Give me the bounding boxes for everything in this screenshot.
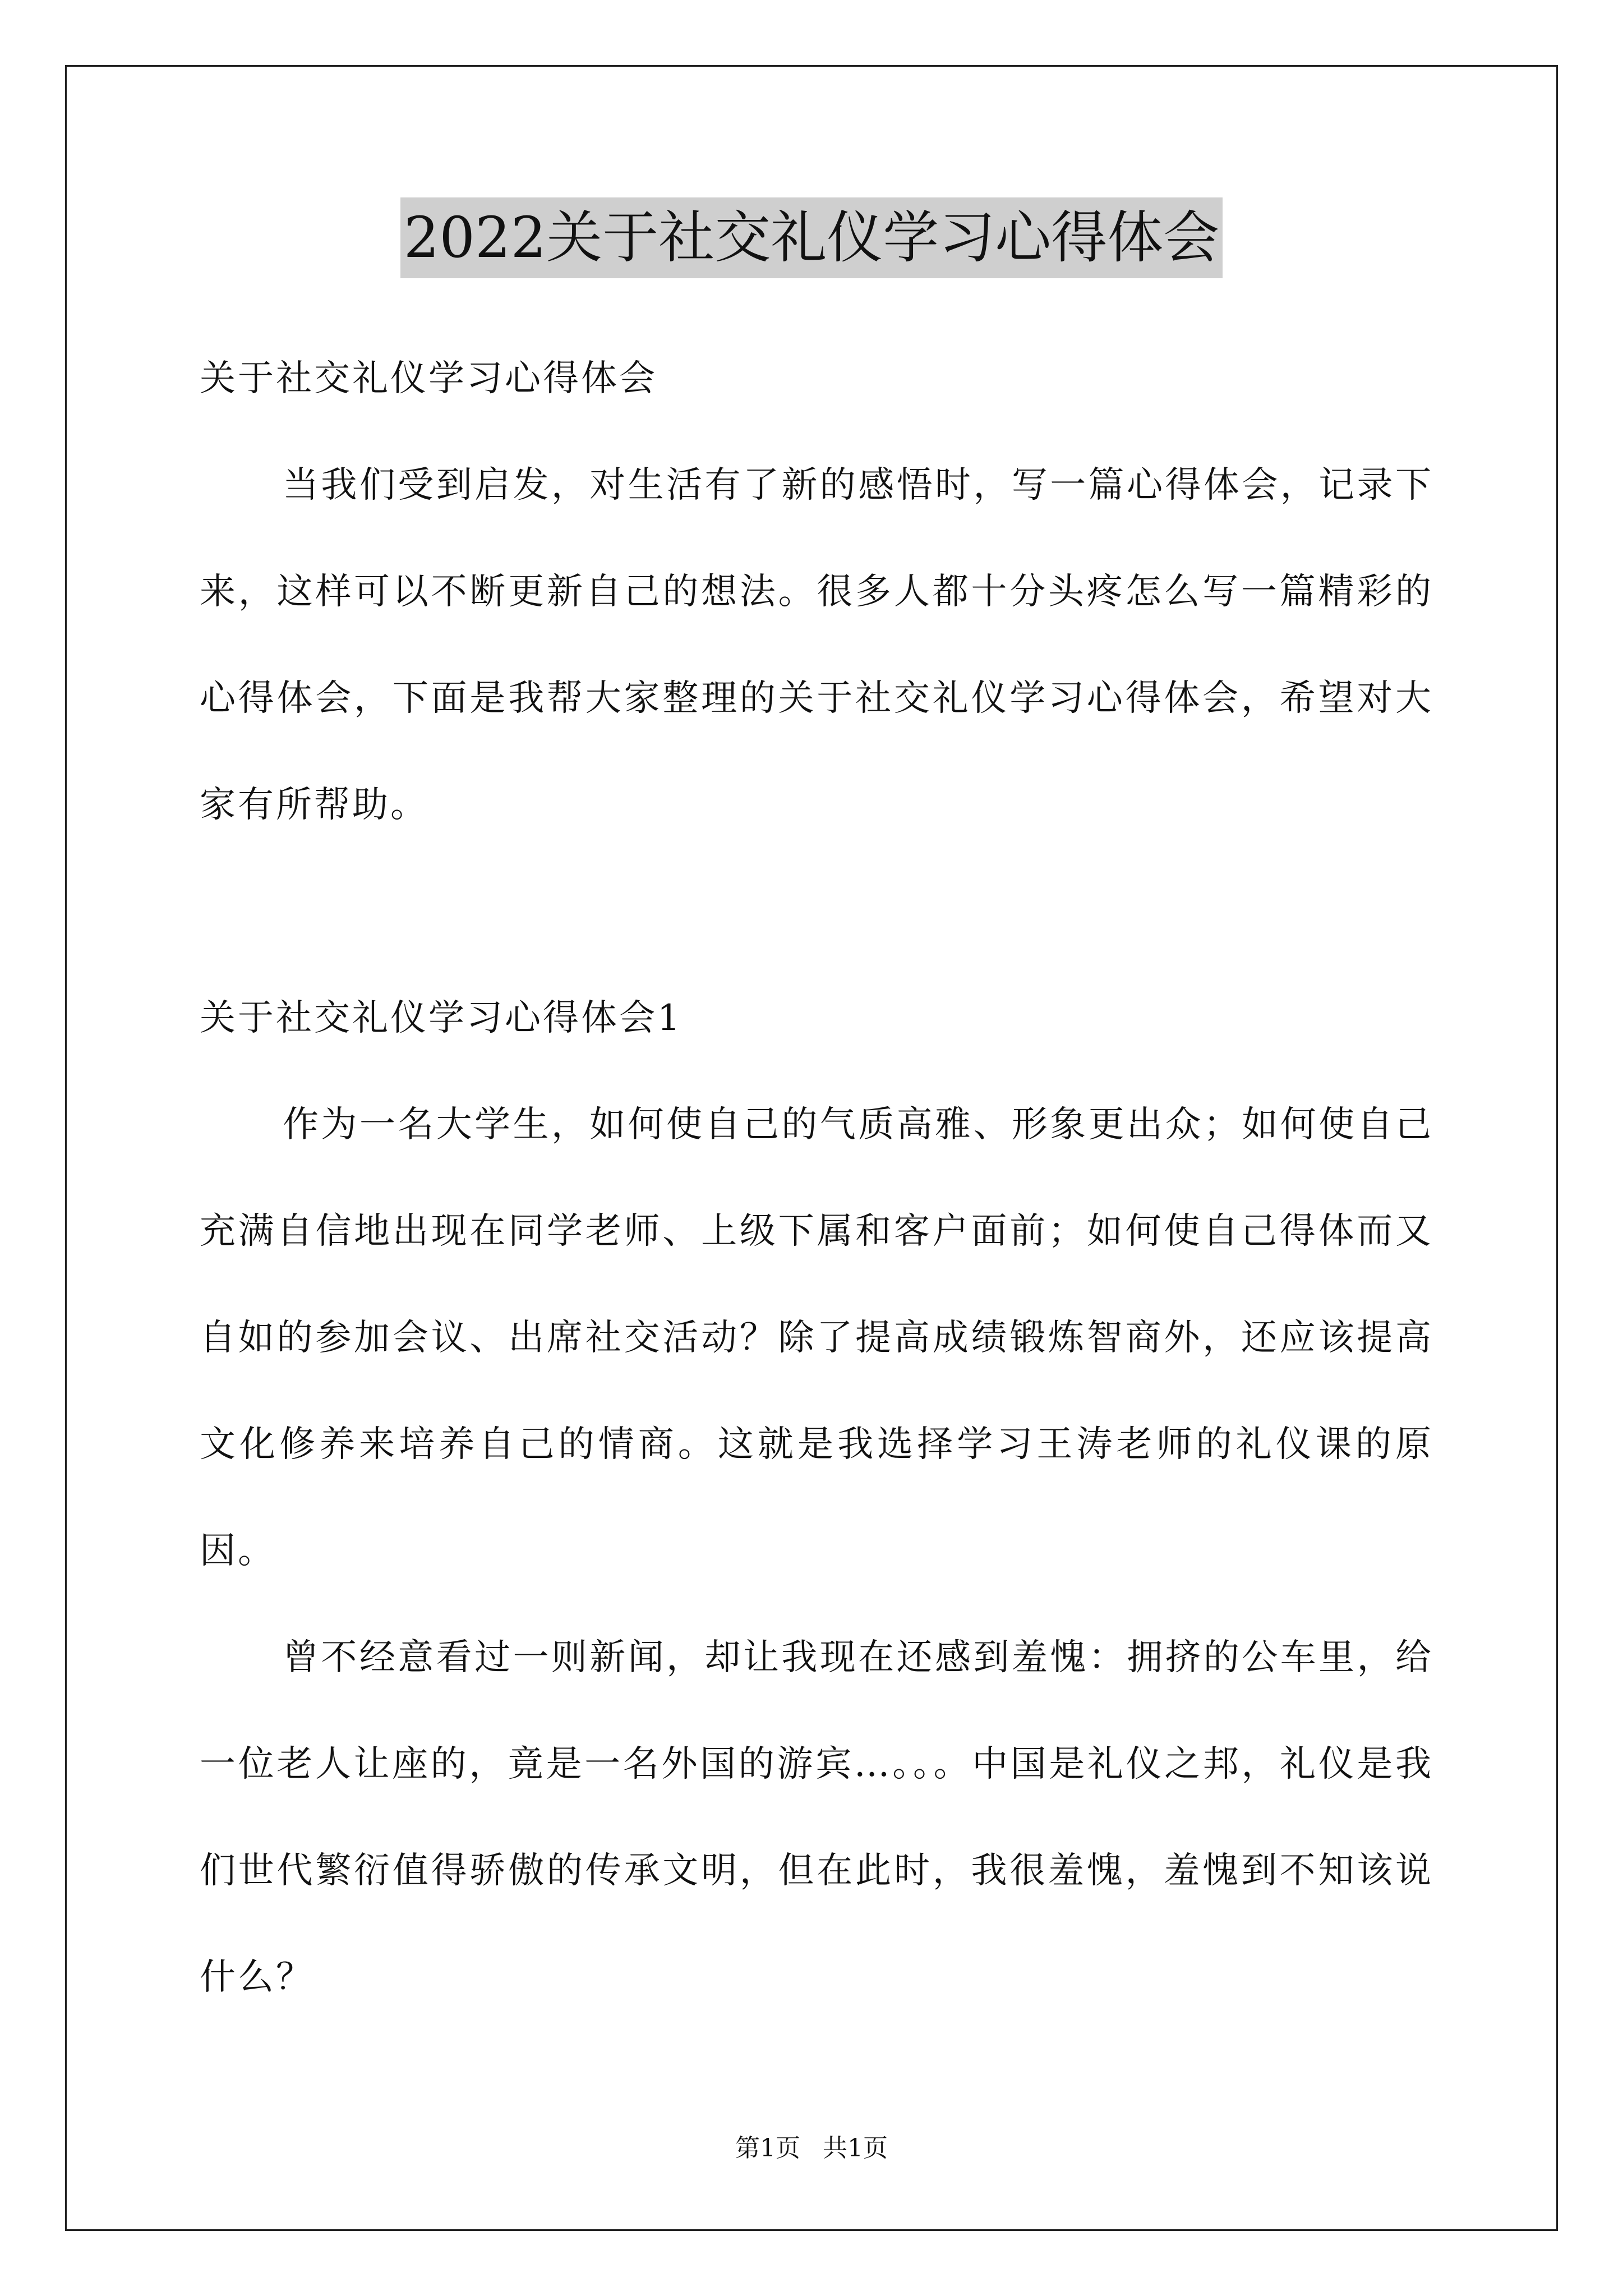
page-footer	[0, 2132, 1623, 2165]
body-paragraph: 曾不经意看过一则新闻，却让我现在还感到羞愧：拥挤的公车里，给一位老人让座的，竟是一名外国的游宾…。。。中国是礼仪之邦，礼仪是我们世代繁衍值得骄傲的传承文明，但在此时，我很羞愧，羞愧到不知该说什么？	[200, 1637, 1433, 1998]
intro-paragraph: 当我们受到启发，对生活有了新的感悟时，写一篇心得体会，记录下来，这样可以不断更新自己的想法。很多人都十分头疼怎么写一篇精彩的心得体会，下面是我帮大家整理的关于社交礼仪学习心得体会，希望对大家有所帮助。	[200, 464, 1433, 826]
section-spacer	[200, 858, 1433, 965]
document-title: 2022关于社交礼仪学习心得体会	[400, 197, 1223, 278]
title-area	[0, 197, 1623, 278]
document-subtitle: 关于社交礼仪学习心得体会	[200, 358, 657, 399]
section-heading: 关于社交礼仪学习心得体会1	[200, 997, 683, 1039]
page-number-current: 第1页	[735, 2134, 800, 2162]
body-paragraph: 作为一名大学生，如何使自己的气质高雅、形象更出众；如何使自己充满自信地出现在同学老师、上级下属和客户面前；如何使自己得体而又自如的参加会议、出席社交活动？除了提高成绩锻炼智商外，还应该提高文化修养来培养自己的情商。这就是我选择学习王涛老师的礼仪课的原因。	[200, 1104, 1433, 1572]
document-body	[200, 325, 1433, 2031]
page-number-total: 共1页	[823, 2134, 888, 2162]
